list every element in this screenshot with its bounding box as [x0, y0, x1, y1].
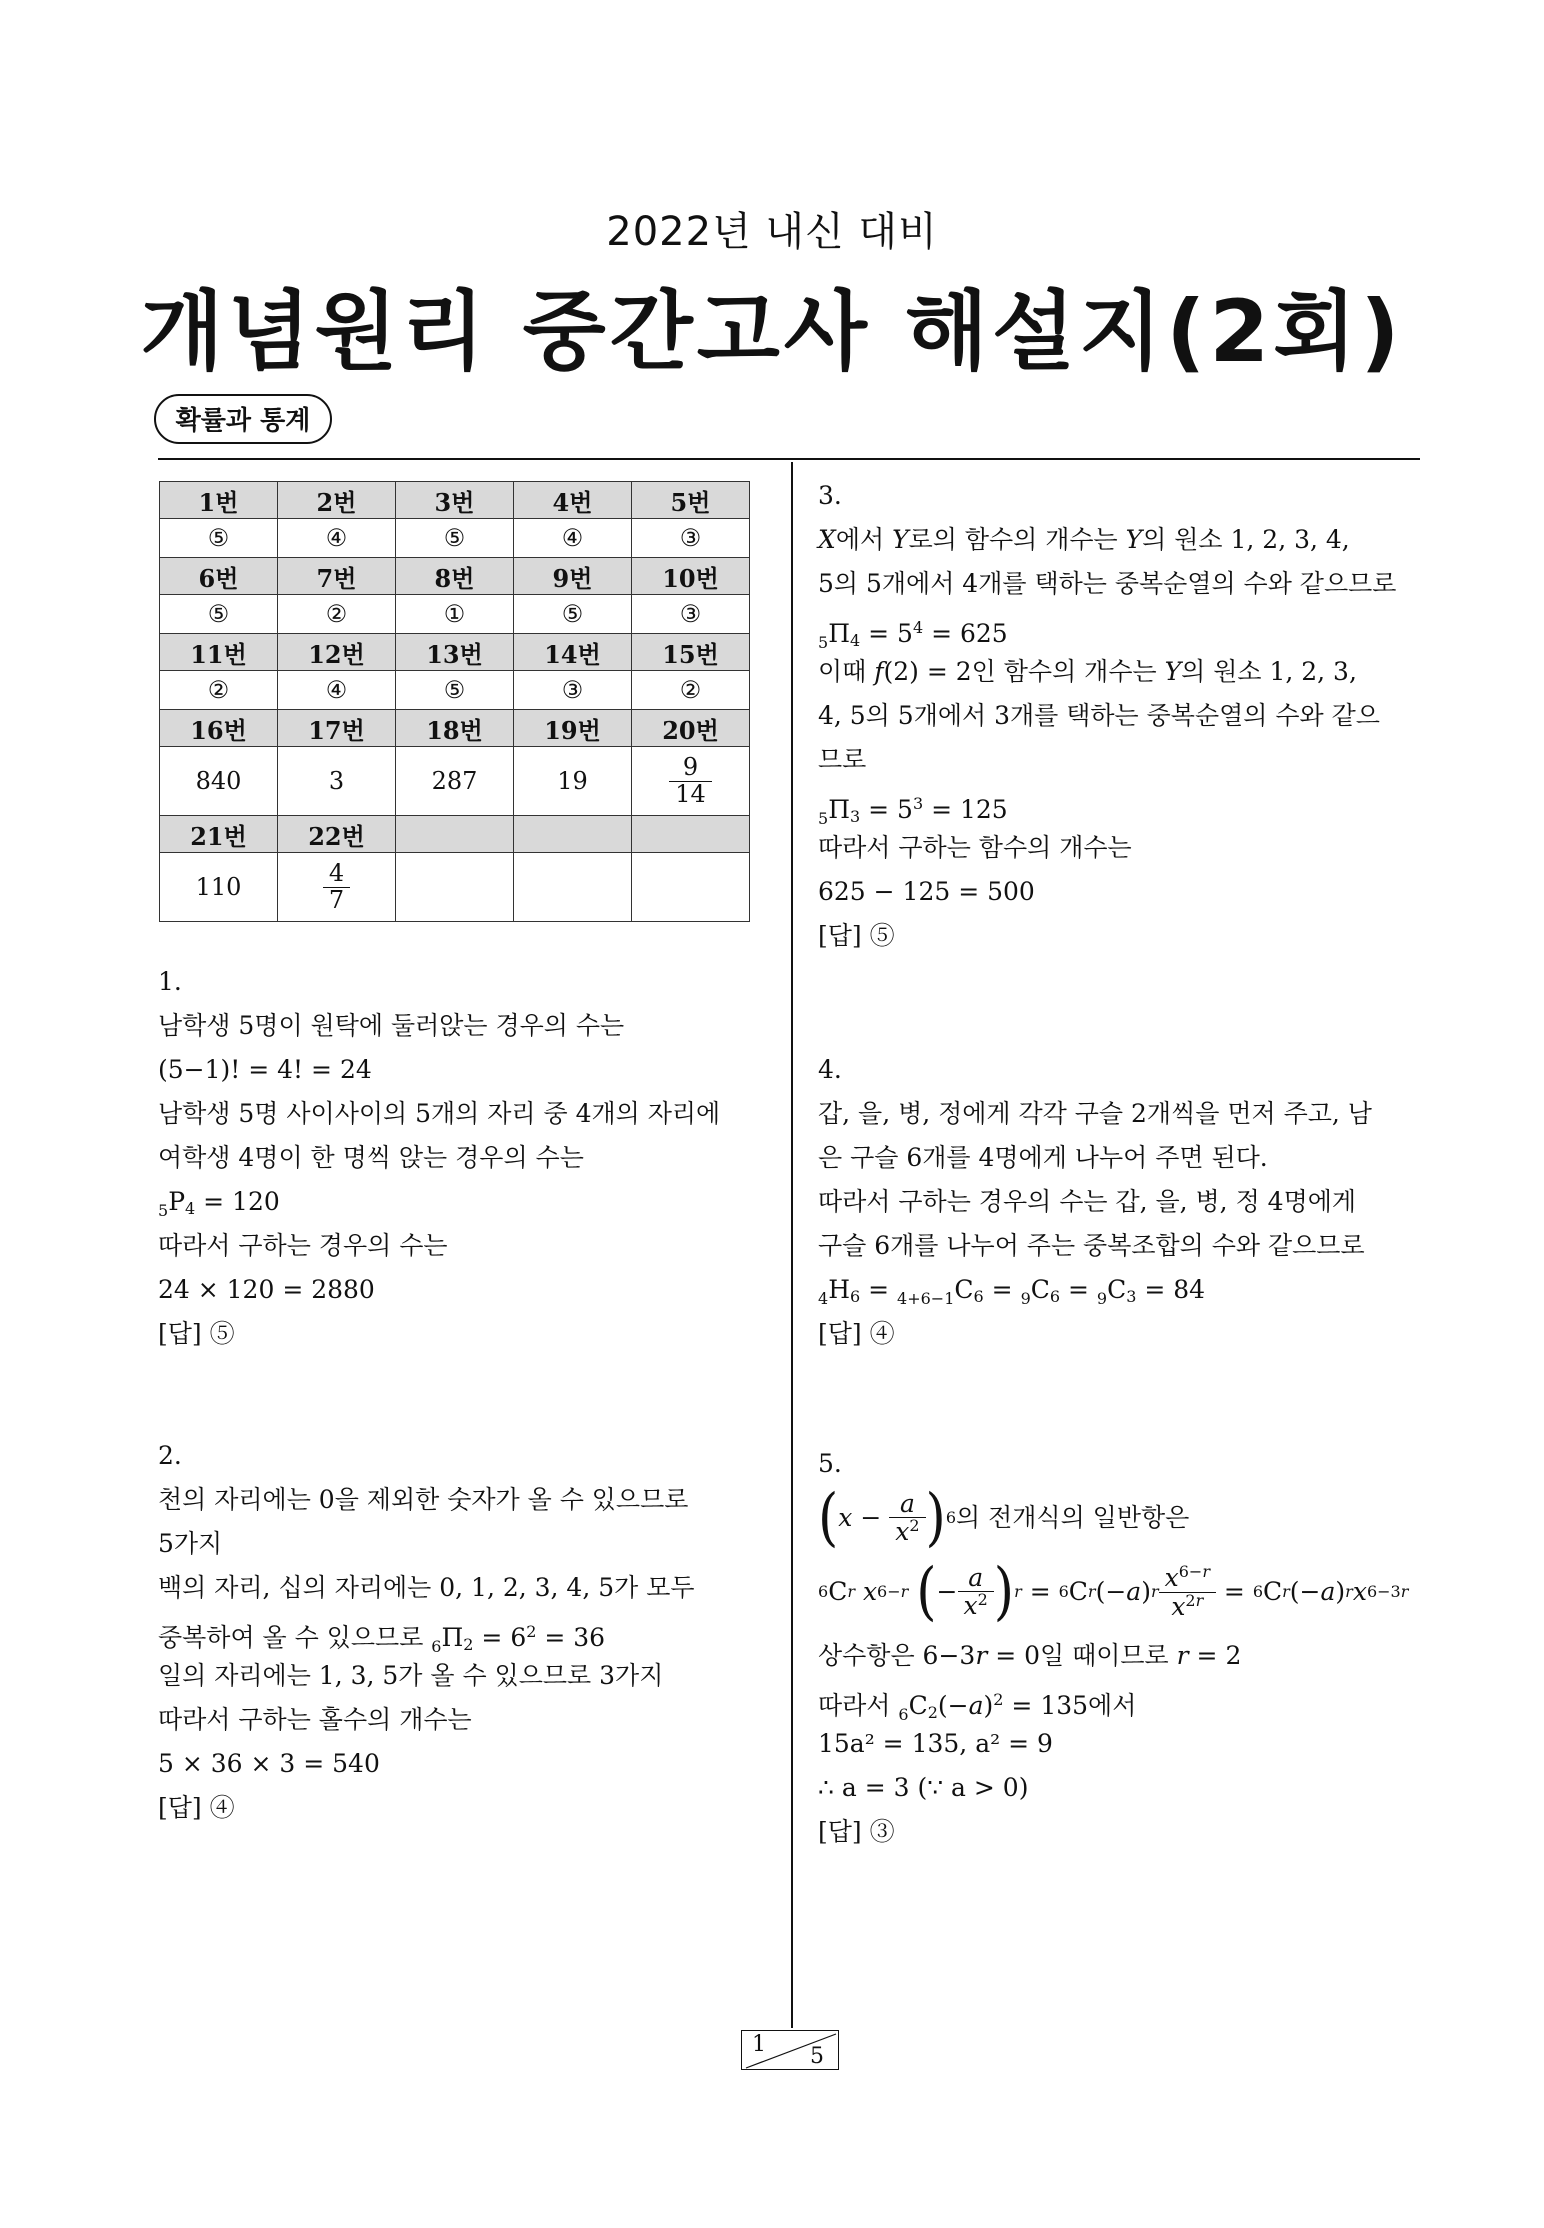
math-var: Y — [892, 525, 909, 554]
table-cell: 19번 — [514, 710, 632, 747]
table-cell: 7번 — [278, 558, 396, 595]
math-sup: 2 — [526, 1622, 537, 1641]
solution-text: 일의 자리에는 1, 3, 5가 올 수 있으므로 3가지 — [158, 1661, 664, 1690]
table-cell: ⑤ — [160, 595, 278, 634]
solution-text: 남학생 5명 사이사이의 5개의 자리 중 4개의 자리에 — [158, 1099, 721, 1128]
math-sub: 2 — [463, 1635, 474, 1654]
solution-text: 구슬 6개를 나누어 주는 중복조합의 수와 같으므로 — [818, 1231, 1365, 1260]
math-text: = 36 — [536, 1623, 606, 1652]
solution-1 — [158, 960, 768, 1356]
solution-5 — [818, 1442, 1423, 1854]
table-cell: 17번 — [278, 710, 396, 747]
table-cell: 12번 — [278, 634, 396, 671]
solution-equation: $_4H_6 = _{4+6-1}C_6 = _9C_6 = _9C_3 = 84$ — [818, 1275, 1206, 1308]
table-cell: 3번 — [396, 482, 514, 519]
table-cell: 13번 — [396, 634, 514, 671]
table-cell: 14번 — [514, 634, 632, 671]
math-var: Y — [1164, 657, 1182, 686]
table-row — [160, 482, 750, 519]
solution-2 — [158, 1434, 768, 1830]
page-indicator — [741, 2030, 839, 2070]
solution-text: 남학생 5명이 원탁에 둘러앉는 경우의 수는 — [158, 1011, 625, 1040]
page-total: 5 — [810, 2044, 824, 2069]
math-sup: 2 — [993, 1690, 1004, 1709]
math-symbol: P — [168, 1187, 186, 1216]
table-cell: ② — [160, 671, 278, 710]
math-text: ) — [983, 1691, 994, 1720]
math-text: = 6 — [473, 1623, 527, 1652]
math-text: = 5 — [860, 795, 913, 824]
math-var: Y — [1125, 525, 1143, 554]
table-cell: 15번 — [632, 634, 750, 671]
fraction-numerator: 9 — [669, 755, 712, 781]
column-divider — [791, 462, 793, 2028]
solution-text: 5의 5개에서 4개를 택하는 중복순열의 수와 같으므로 — [818, 569, 1397, 598]
solution-text: 따라서 구하는 경우의 수는 갑, 을, 병, 정 4명에게 — [818, 1187, 1357, 1216]
fraction-denominator: 7 — [328, 885, 345, 914]
answer-label: [답] ④ — [818, 1319, 895, 1348]
table-cell: 18번 — [396, 710, 514, 747]
table-row — [160, 747, 750, 816]
table-row — [160, 595, 750, 634]
solution-text: 므로 — [818, 745, 867, 774]
math-symbol: C — [908, 1691, 928, 1720]
fraction-denominator: 14 — [675, 779, 706, 808]
table-cell: ⑤ — [160, 519, 278, 558]
math-text: = 125 — [923, 795, 1008, 824]
math-sub: 3 — [1126, 1287, 1137, 1306]
math-text: = 0일 때이므로 — [987, 1641, 1177, 1670]
table-cell: 2번 — [278, 482, 396, 519]
table-cell: ③ — [514, 671, 632, 710]
paren-left: ( — [818, 1482, 839, 1554]
table-cell — [278, 853, 396, 922]
math-var: r — [975, 1641, 988, 1670]
problem-number: 1. — [158, 967, 182, 996]
answer-table — [159, 481, 750, 922]
math-sub: 4 — [850, 631, 861, 650]
problem-number: 2. — [158, 1441, 182, 1470]
math-text: 상수항은 6−3 — [818, 1641, 976, 1670]
math-symbol: C — [954, 1275, 974, 1304]
header-subtitle: 2022년 내신 대비 — [606, 209, 938, 255]
math-text: = 625 — [923, 619, 1008, 648]
solution-equation — [818, 782, 1423, 826]
table-cell: 1번 — [160, 482, 278, 519]
table-cell — [514, 853, 632, 922]
table-cell: 287 — [396, 747, 514, 816]
problem-number: 3. — [818, 481, 842, 510]
math-sup: 4 — [912, 618, 924, 637]
solution-text: 여학생 4명이 한 명씩 앉는 경우의 수는 — [158, 1143, 584, 1172]
fraction: $\frac{a}{x^2}$ — [889, 1491, 925, 1546]
solution-equation — [818, 606, 1423, 650]
math-text: = 135에서 — [1003, 1691, 1137, 1720]
table-cell: ② — [632, 671, 750, 710]
answer-label: [답] ⑤ — [158, 1319, 235, 1348]
math-text: 따라서 — [818, 1691, 899, 1720]
table-row — [160, 671, 750, 710]
math-var: a — [968, 1691, 984, 1720]
subject-badge: 확률과 통계 — [154, 394, 332, 444]
math-presub: 6 — [431, 1637, 442, 1656]
math-sub: 6 — [973, 1287, 984, 1306]
table-cell: 22번 — [278, 816, 396, 853]
table-cell: 10번 — [632, 558, 750, 595]
table-cell: 6번 — [160, 558, 278, 595]
solution-text: 은 구슬 6개를 4명에게 나누어 주면 된다. — [818, 1143, 1268, 1172]
math-text: (2) = 2인 함수의 개수는 — [883, 657, 1165, 686]
table-cell: ⑤ — [396, 519, 514, 558]
math-text: = 2 — [1188, 1641, 1242, 1670]
solution-equation — [158, 1180, 768, 1224]
solution-text: 따라서 구하는 홀수의 개수는 — [158, 1705, 472, 1734]
math-symbol: H — [828, 1275, 850, 1304]
math-symbol: C — [1030, 1275, 1050, 1304]
table-cell — [396, 853, 514, 922]
solution-equation: ( x − $\frac{a}{x^2}$ ) 6 의 전개식의 일반항은 — [818, 1482, 1190, 1554]
solution-text: 따라서 구하는 경우의 수는 — [158, 1231, 448, 1260]
page-title: 개념원리 중간고사 해설지(2회) — [140, 282, 1404, 382]
table-cell: 5번 — [632, 482, 750, 519]
math-text: = 120 — [195, 1187, 280, 1216]
solution-equation: (5−1)! = 4! = 24 — [158, 1055, 372, 1084]
math-text: = 5 — [860, 619, 913, 648]
table-cell — [632, 853, 750, 922]
math-presub: 5 — [818, 633, 829, 652]
table-cell: ④ — [514, 519, 632, 558]
page-current: 1 — [752, 2032, 766, 2057]
table-row — [160, 558, 750, 595]
table-cell — [514, 816, 632, 853]
answer-label: [답] ⑤ — [818, 921, 895, 950]
table-cell: 3 — [278, 747, 396, 816]
table-cell: ③ — [632, 519, 750, 558]
math-symbol: Π — [828, 795, 850, 824]
table-row — [160, 816, 750, 853]
table-cell: 4번 — [514, 482, 632, 519]
table-row — [160, 519, 750, 558]
math-text: 로의 함수의 개수는 — [908, 525, 1126, 554]
solution-text: 5가지 — [158, 1529, 223, 1558]
table-cell: ④ — [278, 519, 396, 558]
math-sub: 2 — [927, 1703, 938, 1722]
solution-equation: 24 × 120 = 2880 — [158, 1275, 375, 1304]
table-cell: ① — [396, 595, 514, 634]
solution-text: 갑, 을, 병, 정에게 각각 구슬 2개씩을 먼저 주고, 남 — [818, 1099, 1372, 1128]
solution-text: 백의 자리, 십의 자리에는 0, 1, 2, 3, 4, 5가 모두 — [158, 1573, 695, 1602]
math-presub: 9 — [1020, 1289, 1031, 1308]
solution-text — [818, 650, 1423, 694]
math-text: 의 전개식의 일반항은 — [956, 1503, 1190, 1532]
solution-equation: 625 − 125 = 500 — [818, 877, 1035, 906]
solution-text: 4, 5의 5개에서 3개를 택하는 중복순열의 수와 같으 — [818, 701, 1380, 730]
fraction — [669, 755, 712, 806]
table-cell: ⑤ — [396, 671, 514, 710]
table-cell: 21번 — [160, 816, 278, 853]
math-presub: 4 — [818, 1289, 829, 1308]
table-row — [160, 853, 750, 922]
math-sub: 6 — [850, 1287, 861, 1306]
general-term-equation: 6 C r x 6−r ( − $\frac{a}{x^2}$ ) r = 6 C r (− a ) r $\frac{x^{6-r}}{x^{2r}}$ = 6 C r (− a ) r x 6−3r — [818, 1556, 1409, 1628]
solution-text: 천의 자리에는 0을 제외한 숫자가 올 수 있으므로 — [158, 1485, 689, 1514]
header-divider — [158, 458, 1420, 460]
math-presub: 5 — [818, 809, 829, 828]
problem-number: 4. — [818, 1055, 842, 1084]
math-sub: 4 — [185, 1199, 196, 1218]
math-sup: 3 — [912, 794, 924, 813]
table-cell: 16번 — [160, 710, 278, 747]
solution-text: 따라서 구하는 함수의 개수는 — [818, 833, 1132, 862]
solution-text — [818, 1634, 1423, 1678]
solution-4 — [818, 1048, 1423, 1356]
math-symbol: Π — [441, 1623, 464, 1652]
math-symbol: C — [1107, 1275, 1127, 1304]
math-var: f — [874, 657, 884, 686]
solution-equation: ∴ a = 3 (∵ a > 0) — [818, 1773, 1029, 1802]
math-text: 의 원소 1, 2, 3, — [1181, 657, 1357, 686]
math-var: r — [1176, 1641, 1189, 1670]
math-sub: 6 — [1049, 1287, 1061, 1306]
problem-number: 5. — [818, 1449, 842, 1478]
table-cell: 9번 — [514, 558, 632, 595]
solution-text — [818, 1678, 1423, 1722]
table-cell: ② — [278, 595, 396, 634]
answer-label: [답] ④ — [158, 1793, 235, 1822]
fraction — [323, 861, 350, 912]
math-text: 이때 — [818, 657, 875, 686]
math-presub: 6 — [898, 1705, 909, 1724]
math-presub: 4+6−1 — [897, 1289, 955, 1308]
table-cell: 20번 — [632, 710, 750, 747]
solution-3 — [818, 474, 1423, 958]
table-cell: ③ — [632, 595, 750, 634]
table-cell — [632, 747, 750, 816]
table-cell: 110 — [160, 853, 278, 922]
paren-right: ) — [925, 1482, 946, 1554]
math-presub: 9 — [1096, 1289, 1108, 1308]
math-text: 중복하여 올 수 있으므로 — [158, 1623, 432, 1652]
solution-equation: 15a² = 135, a² = 9 — [818, 1729, 1053, 1758]
table-cell — [396, 816, 514, 853]
math-symbol: Π — [828, 619, 850, 648]
table-cell: 840 — [160, 747, 278, 816]
fraction-numerator: 4 — [323, 861, 350, 887]
solution-text — [158, 1610, 768, 1654]
table-row — [160, 710, 750, 747]
math-presub: 5 — [158, 1201, 169, 1220]
math-text: 의 원소 1, 2, 3, 4, — [1142, 525, 1350, 554]
table-cell: ⑤ — [514, 595, 632, 634]
table-cell: ④ — [278, 671, 396, 710]
answer-label: [답] ③ — [818, 1817, 895, 1846]
math-text: = 84 — [1136, 1275, 1206, 1304]
math-text: (− — [937, 1691, 969, 1720]
math-sub: 3 — [850, 807, 861, 826]
table-row — [160, 634, 750, 671]
solution-text — [818, 518, 1423, 562]
table-cell — [632, 816, 750, 853]
table-cell: 19 — [514, 747, 632, 816]
math-text: 에서 — [835, 525, 893, 554]
table-cell: 11번 — [160, 634, 278, 671]
table-cell: 8번 — [396, 558, 514, 595]
math-var: X — [818, 525, 836, 554]
solution-equation: 5 × 36 × 3 = 540 — [158, 1749, 380, 1778]
